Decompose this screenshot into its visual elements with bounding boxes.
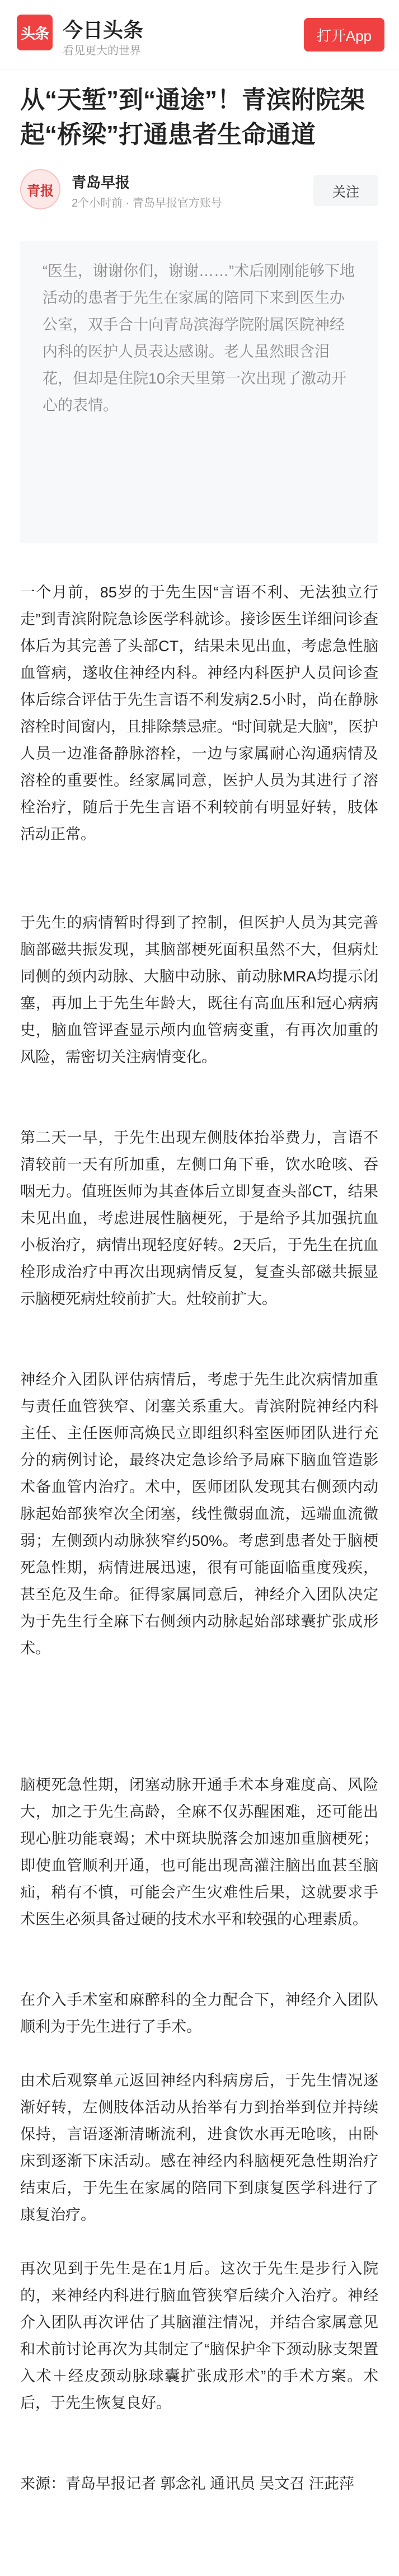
author-row bbox=[20, 168, 378, 213]
app-tagline: 看见更大的世界 bbox=[63, 45, 141, 57]
article-paragraph-3: 第二天一早，于先生出现左侧肢体抬举费力，言语不清较前一天有所加重，左侧口角下垂，饮水呛咳、吞咽无力。值班医师为其查体后立即复查头部CT，结果未见出血，考虑进展性脑梗死，于是给予其加强抗血小板治疗，病情出现轻度好转。2天后，于先生在抗血栓形成治疗中再次出现病情反复，复查头部磁共振显示脑梗死病灶较前扩大。灶较前扩大。 bbox=[20, 1129, 378, 1307]
follow-button[interactable]: 关注 bbox=[313, 175, 378, 206]
article-quote bbox=[20, 241, 378, 543]
author-name[interactable]: 青岛早报 bbox=[72, 174, 130, 191]
author-meta: 2个小时前 · 青岛早报官方账号 bbox=[72, 197, 222, 209]
app-name: 今日头条 bbox=[63, 18, 144, 41]
article-title: 从“天堑”到“通途”！青滨附院架起“桥梁”打通患者生命通道 bbox=[20, 86, 365, 148]
article-paragraph-2: 于先生的病情暂时得到了控制，但医护人员为其完善脑部磁共振发现，其脑部梗死面积虽然不大，但病灶同侧的颈内动脉、大脑中动脉、前动脉MRA均提示闭塞，再加上于先生年龄大，既往有高血压和冠心病病史，脑血管评查显示颅内血管病变重，有再次加重的风险，需密切关注病情变化。 bbox=[20, 914, 378, 1065]
article-source: 来源：青岛早报记者 郭念礼 通讯员 吴文召 汪茈萍 bbox=[20, 2475, 355, 2492]
open-app-button[interactable]: 打开App bbox=[304, 18, 384, 52]
article-paragraph-4: 神经介入团队评估病情后，考虑于先生此次病情加重与责任血管狭窄、闭塞关系重大。青滨附院神经内科主任、主任医师高焕民立即组织科室医师团队进行充分的病例讨论，最终决定急诊给予局麻下脑血管造影术备血管内治疗。术中，医师团队发现其右侧颈内动脉起始部狭窄次全闭塞，线性微弱血流，远端血流微弱；左侧颈内动脉狭窄约50%。考虑到患者处于脑梗死急性期，病情进展迅速，很有可能面临重度残疾，甚至危及生命。征得家属同意后，神经介入团队决定为于先生行全麻下右侧颈内动脉起始部球囊扩张成形术。 bbox=[20, 1371, 378, 1657]
author-avatar[interactable]: 青报 bbox=[20, 169, 60, 209]
toutiao-logo-icon: 头条 bbox=[17, 15, 53, 50]
article-paragraph-5: 脑梗死急性期，闭塞动脉开通手术本身难度高、风险大，加之于先生高龄，全麻不仅苏醒困难，还可能出现心脏功能衰竭；术中斑块脱落会加速加重脑梗死；即使血管顺利开通，也可能出现高灌注脑出血甚至脑疝，稍有不慎，可能会产生灾难性后果，这就要求手术医生必须具备过硬的技术水平和较强的心理素质。 bbox=[20, 1776, 378, 1928]
article-paragraph-1: 一个月前，85岁的于先生因“言语不利、无法独立行走”到青滨附院急诊医学科就诊。接诊医生详细问诊查体后为其完善了头部CT，结果未见出血，考虑急性脑血管病，遂收住神经内科。神经内科医护人员问诊查体后综合评估于先生言语不利发病2.5小时，尚在静脉溶栓时间窗内，且排除禁忌症。“时间就是大脑”，医护人员一边准备静脉溶栓，一边与家属耐心沟通病情及溶栓的重要性。经家属同意，医护人员为其进行了溶栓治疗，随后于先生言语不利较前有明显好转，肢体活动正常。 bbox=[20, 584, 378, 843]
article-paragraph-8: 再次见到于先生是在1月后。这次于先生是步行入院的，来神经内科进行脑血管狭窄后续介入治疗。神经介入团队再次评估了其脑灌注情况，并结合家属意见和术前讨论再次为其制定了“脑保护伞下颈动脉支架置入术＋经皮颈动脉球囊扩张成形术”的手术方案。术后，于先生恢复良好。 bbox=[20, 2260, 378, 2411]
app-download-banner bbox=[0, 0, 399, 69]
article-paragraph-6: 在介入手术室和麻醉科的全力配合下，神经介入团队顺利为于先生进行了手术。 bbox=[20, 1991, 378, 2035]
article-paragraph-7: 由术后观察单元返回神经内科病房后，于先生情况逐渐好转，左侧肢体活动从抬举有力到抬举到位并持续保持，言语逐渐清晰流利，进食饮水再无呛咳，由卧床到逐渐下床活动。感在神经内科脑梗死急性期治疗结束后，于先生在家属的陪同下到康复医学科进行了康复治疗。 bbox=[20, 2072, 378, 2223]
quote-text: “医生，谢谢你们，谢谢……”术后刚刚能够下地活动的患者于先生在家属的陪同下来到医生办公室，双手合十向青岛滨海学院附属医院神经内科的医护人员表达感谢。老人虽然眼含泪花，但却是住院10余天里第一次出现了激动开心的表情。 bbox=[43, 263, 355, 414]
